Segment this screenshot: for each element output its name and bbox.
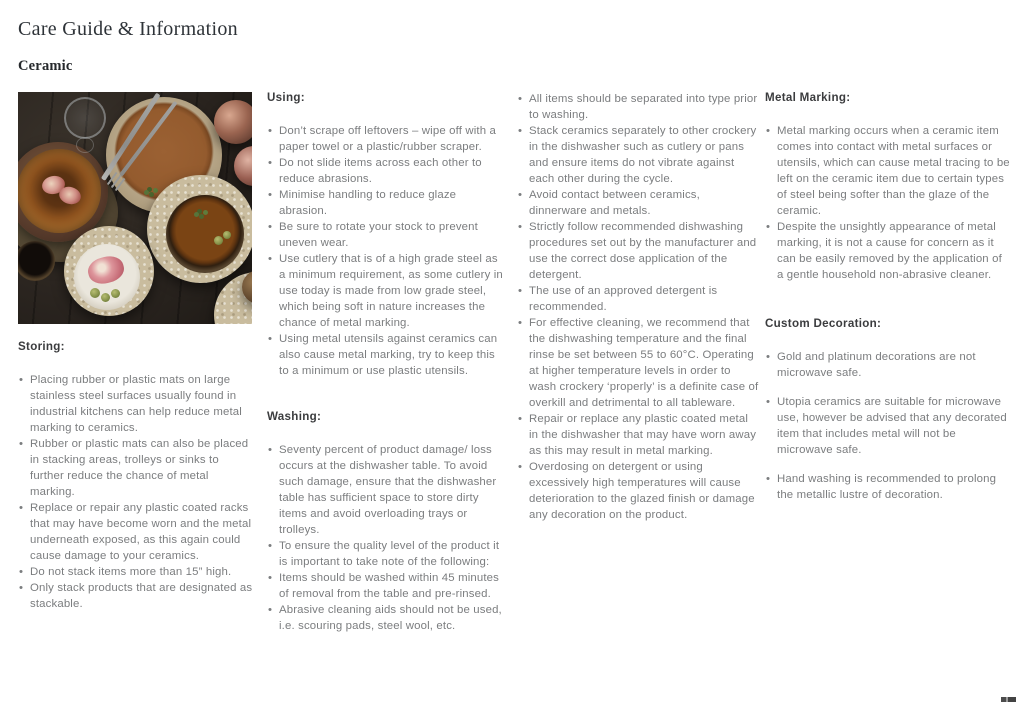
metal-marking-bullet-list (765, 123, 1011, 283)
list-item: • Replace or repair any plastic coated racks that may have become worn and the metal underneath exposed, as this again could cause damage to your ceramics. (18, 500, 256, 564)
list-item: • For effective cleaning, we recommend that the dishwashing temperature and the final rinse be set between 55 to 60°C. Operating at higher temperature levels in order to wash crockery ‘properly’ is a definite case of overkill and detrimental to all tableware. (517, 315, 759, 411)
list-item: • Utopia ceramics are suitable for microwave use, however be advised that any decorated item that includes metal will not be microwave safe. (765, 394, 1011, 458)
list-item: • Stack ceramics separately to other crockery in the dishwasher such as cutlery or pans and ensure items do not vibrate against each other during the cycle. (517, 123, 759, 187)
section-heading-washing: Washing: (267, 410, 322, 423)
list-item: • Seventy percent of product damage/ loss occurs at the dishwasher table. To avoid such damage, ensure that the dishwasher table has sufficient space to store dirty items and avoid overloading trays or trolleys. (267, 442, 507, 538)
copper-cup-shape (234, 146, 252, 186)
list-item: • Only stack products that are designated as stackable. (18, 580, 256, 612)
section-heading-using: Using: (267, 91, 305, 104)
list-item: • Strictly follow recommended dishwashing procedures set out by the manufacturer and use the correct dose application of the detergent. (517, 219, 759, 283)
soup-bowl-shape (166, 195, 244, 273)
olive-shape (101, 293, 110, 302)
list-item: • Hand washing is recommended to prolong the metallic lustre of decoration. (765, 471, 1011, 503)
column-metal-marking (765, 91, 1011, 503)
column-washing-continued (517, 91, 759, 523)
list-item: • Placing rubber or plastic mats on large stainless steel surfaces usually found in industrial kitchens can help reduce metal marking to ceramics. (18, 372, 256, 436)
parsley-garnish-shape (144, 190, 149, 195)
column-storing (18, 340, 256, 612)
list-item: • Using metal utensils against ceramics can also cause metal marking, try to keep this to a minimum or use plastic utensils. (267, 331, 507, 379)
olive-shape (214, 236, 223, 245)
list-item: • Metal marking occurs when a ceramic item comes into contact with metal surfaces or utensils, which can cause metal tracing to be left on the ceramic item due to certain types of steel being softer than the glaze of the ceramic. (765, 123, 1011, 219)
olive-shape (90, 288, 100, 298)
list-item: • Avoid contact between ceramics, dinnerware and metals. (517, 187, 759, 219)
page-number-cropped (1001, 697, 1016, 702)
list-item: • To ensure the quality level of the product it is important to take note of the following: (267, 538, 507, 570)
custom-decoration-bullet-list (765, 349, 1011, 503)
using-bullet-list (267, 123, 507, 379)
section-heading-metal-marking: Metal Marking: (765, 91, 851, 104)
list-item: • Rubber or plastic mats can also be placed in stacking areas, trolleys or sinks to further reduce the chance of metal marking. (18, 436, 256, 500)
list-item: • Items should be washed within 45 minutes of removal from the table and pre-rinsed. (267, 570, 507, 602)
page-title: Care Guide & Information (18, 18, 238, 40)
washing-continued-bullet-list (517, 91, 759, 523)
list-item: • Overdosing on detergent or using excessively high temperatures will cause deterioration to the glazed finish or damage any decoration on the product. (517, 459, 759, 523)
list-item: • Be sure to rotate your stock to prevent uneven wear. (267, 219, 507, 251)
list-item: • Do not stack items more than 15” high. (18, 564, 256, 580)
list-item: • Don’t scrape off leftovers – wipe off with a paper towel or a plastic/rubber scraper. (267, 123, 507, 155)
section-heading-custom-decoration: Custom Decoration: (765, 317, 882, 330)
olive-shape (111, 289, 120, 298)
list-item: • Repair or replace any plastic coated metal in the dishwasher that may have worn away as this may result in metal marking. (517, 411, 759, 459)
list-item: • Minimise handling to reduce glaze abrasion. (267, 187, 507, 219)
section-heading-storing: Storing: (18, 340, 65, 353)
column-using-washing (267, 91, 507, 634)
list-item: • Despite the unsightly appearance of metal marking, it is not a cause for concern as it can be easily removed by the application of a gentle household non-abrasive cleaner. (765, 219, 1011, 283)
list-item: • The use of an approved detergent is recommended. (517, 283, 759, 315)
dark-cup-shape (18, 241, 55, 281)
copper-cup-shape (214, 100, 252, 144)
drinking-glass-shape (64, 97, 106, 139)
ceramic-tableware-photo (18, 92, 252, 324)
list-item: • All items should be separated into type prior to washing. (517, 91, 759, 123)
list-item: • Do not slide items across each other to reduce abrasions. (267, 155, 507, 187)
list-item: • Use cutlery that is of a high grade steel as a minimum requirement, as some cutlery in use today is made from low grade steel, which being soft in nature increases the chance of metal marking. (267, 251, 507, 331)
parsley-garnish-shape (194, 212, 199, 217)
washing-bullet-list (267, 442, 507, 634)
storing-bullet-list (18, 372, 256, 612)
olive-shape (223, 231, 231, 239)
glass-stem-shape (76, 137, 94, 153)
page-subtitle: Ceramic (18, 58, 73, 74)
list-item: • Gold and platinum decorations are not microwave safe. (765, 349, 1011, 381)
list-item: • Abrasive cleaning aids should not be used, i.e. scouring pads, steel wool, etc. (267, 602, 507, 634)
